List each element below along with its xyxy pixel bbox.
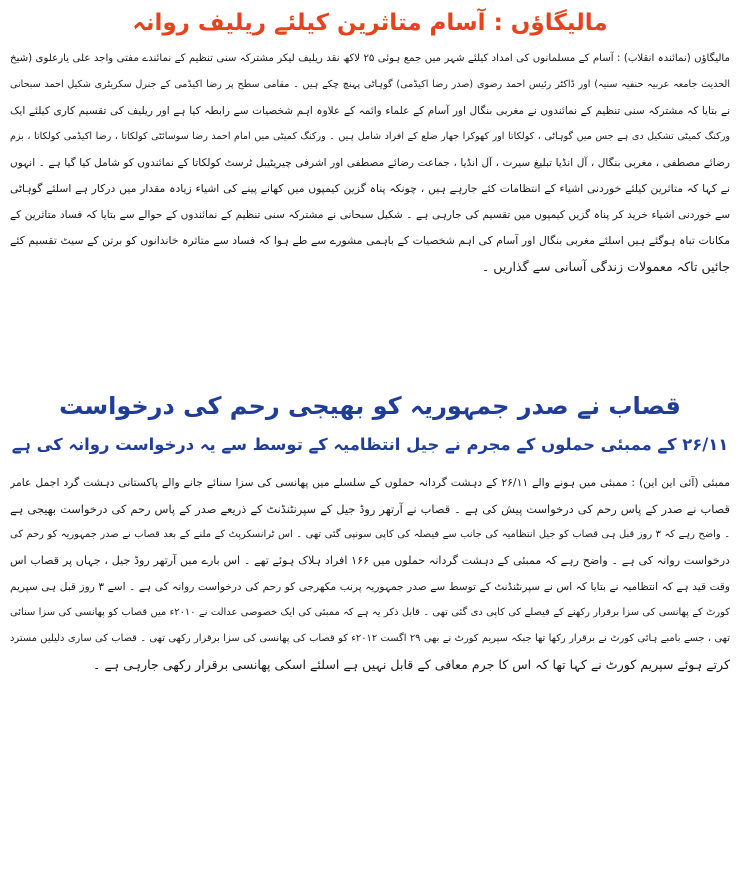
story2-subheadline: ۲۶/۱۱ کے ممبئی حملوں کے مجرم نے جیل انتظامیہ کے توسط سے یہ درخواست روانہ کی ہے [11, 435, 729, 454]
story1-line: مالیگاؤں (نمائندہ انقلاب) : آسام کے مسلمانوں کی امداد کیلئے شہر میں جمع ہوئی ۲۵ لاکھ نقد ریلیف لیکر مشترکہ سنی تنظیم کے نمائندے مفتی واجد علی یارعلوی (شیخ [10, 53, 730, 64]
story2-line: کرتے ہوئے سپریم کورٹ نے کہا تھا کہ اس کا جرم معافی کے قابل نہیں ہے اسلئے اسکی پھانسی برقرار رکھی جارہی ہے ۔ [92, 657, 730, 672]
story1-body [10, 46, 730, 384]
story1-line: نے بتایا کہ مشترکہ سنی تنظیم کے نمائندوں نے مغربی بنگال اور آسام کے علماء وائمہ کے علاوہ اہم شخصیات سے رابطہ کیا ہے اور ریلیف کی تقسیم کاری کیلئے ایک [10, 105, 730, 117]
story2-line: ۔ واضح رہے کہ ۳ روز قبل ہی قصاب کو جیل انتظامیہ کی جانب سے فیصلہ کی کاپی سونپی گئی تھی ۔ اس ٹرانسکرپٹ کے ملنے کے بعد قصاب نے صدر جمہوریہ کو رحم کی [10, 529, 730, 540]
story1-line: رضائے مصطفی ، مغربی بنگال ، آل انڈیا تبلیغ سیرت ، آل انڈیا ، جماعت رضائے مصطفی اور اشرفی چیریٹیبل ٹرسٹ کولکاتا کے نمائندوں کو شامل کیا گیا ہے ۔ انہوں [10, 157, 730, 169]
story1-line: سے خوردنی اشیاء خرید کر پناہ گزیں کیمپوں میں تقسیم کی جارہی ہے ۔ شکیل سبحانی نے مشترکہ سنی تنظیم کے نمائندوں کے حوالے سے بتایا کہ فساد متاثرین کے [10, 209, 730, 221]
story1-line: مکانات تباہ ہوگئے ہیں اسلئے مغربی بنگال اور آسام کی اہم شخصیات کے باہمی مشورے سے طے ہوا کہ فساد سے متاثرہ خاندانوں کو برتن کے سیٹ تقسیم کئے [10, 234, 730, 247]
story2-body [10, 470, 730, 808]
story1-headline: مالیگاؤں : آسام متاثرین کیلئے ریلیف روانہ [132, 10, 608, 36]
story2-headline: قصاب نے صدر جمہوریہ کو بھیجی رحم کی درخواست [59, 392, 681, 420]
story2-line: درخواست روانہ کی ہے ۔ واضح رہے کہ ممبئی کے دہشت گردانہ حملوں میں ۱۶۶ افراد ہلاک ہوئے تھے ۔ اس بارے میں آرتھر روڈ جیل ، جہاں پر قصاب اس [10, 554, 730, 567]
story2-line: کورٹ کے پھانسی کی سزا برقرار رکھنے کے فیصلے کی کاپی دی گئی تھی ۔ قابل ذکر یہ ہے کہ ممبئی کی ایک خصوصی عدالت نے ۲۰۱۰ء میں قصاب کو پھانسی کی سزا سنائی [10, 607, 730, 618]
story1-line: نے کہا کہ متاثرین کیلئے خوردنی اشیاء کے انتظامات کئے جارہے ہیں ، چونکہ پناہ گزین کیمپوں میں کھانے پینے کی اشیاء زیادہ مقدار میں درکار ہے اسلئے گوہاٹی [10, 182, 730, 195]
story2-line: تھی ، جسے بامبے ہائی کورٹ نے برقرار رکھا تھا جبکہ سپریم کورٹ نے بھی ۲۹ اگست ۲۰۱۲ء کو قصاب کی پھانسی کی سزا برقرار رکھی تھی ۔ قصاب کی ساری دلیلیں مسترد [10, 633, 730, 644]
story2-line: قصاب نے صدر کے پاس رحم کی درخواست پیش کی ہے ۔ قصاب نے آرتھر روڈ جیل کے سپرنٹنڈنٹ کے ذریعے صدر کے پاس رحم کی درخواست بھیجی ہے [10, 502, 730, 516]
story1-line: ورکنگ کمیٹی تشکیل دی ہے جس میں گوہاٹی ، کولکاتا اور کھوکرا جھار ضلع کے افراد شامل ہیں ۔ ورکنگ کمیٹی میں امام احمد رضا سوسائٹی کولکاتا ، رضا اکیڈمی کولکاتا ، بزم [10, 131, 730, 142]
story1-line: جائیں تاکہ معمولات زندگی آسانی سے گذاریں ۔ [481, 259, 730, 274]
story1-line: الحدیث جامعہ عربیہ حنفیہ سنیہ) اور ڈاکٹر رئیس احمد رضوی (صدر رضا اکیڈمی) گوہاٹی پہنچ چکے ہیں ۔ مقامی سطح پر رضا اکیڈمی کے جنرل سکریٹری شکیل احمد سبحانی [10, 79, 730, 90]
story2-line: وقت قید ہے کہ انتظامیہ نے بتایا کہ اس نے سپرنٹنڈنٹ کے توسط سے صدر جمہوریہ پرنب مکھرجی کو رحم کی درخواست روانہ کی ہے ۔ اسے ۳ روز قبل ہی سپریم [10, 581, 730, 593]
story2-line: ممبئی (آئی این این) : ممبئی میں ہونے والے ۲۶/۱۱ کے دہشت گردانہ حملوں کے سلسلے میں پھانسی کی سزا سنائے جانے والے پاکستانی دہشت گرد اجمل عامر [10, 476, 730, 489]
